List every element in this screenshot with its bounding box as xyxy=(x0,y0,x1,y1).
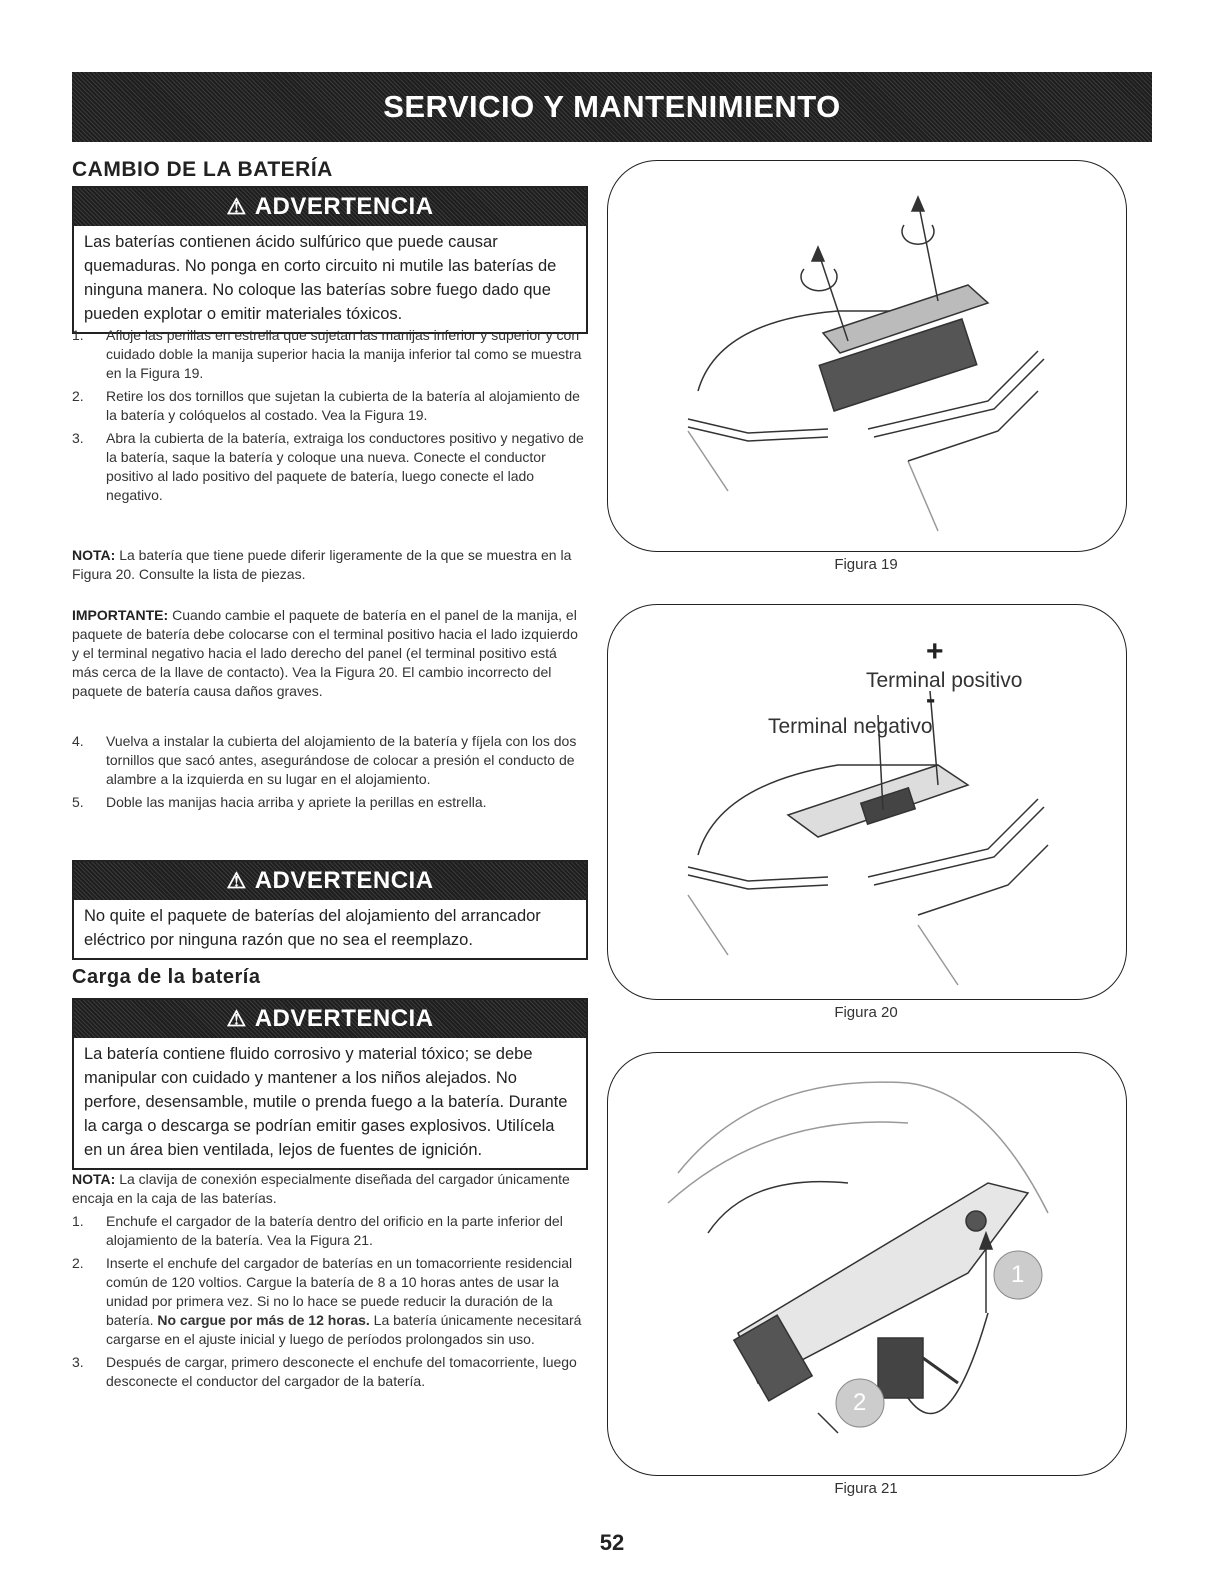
warning-text: Las baterías contienen ácido sulfúrico que puede causar quemaduras. No ponga en corto circuito ni mutile las baterías de ninguna manera. No coloque las baterías sobre fuego dado que pueden explotar o emitir materiales tóxicos. xyxy=(84,233,557,323)
figure-19-illustration xyxy=(608,161,1126,551)
warning-box xyxy=(72,860,588,960)
section-title-battery-change: CAMBIO DE LA BATERÍA xyxy=(72,158,333,181)
figure-19-caption: Figura 19 xyxy=(834,556,898,573)
important-paragraph xyxy=(72,606,586,701)
warning-title: ADVERTENCIA xyxy=(254,1005,434,1032)
list-item: 1. Enchufe el cargador de la batería dentro del orificio en la parte inferior del alojamiento de la batería. Vea la Figura 21. xyxy=(72,1213,563,1248)
callout-1: 1 xyxy=(1011,1261,1025,1288)
note-label: NOTA: xyxy=(72,547,116,563)
warning-title: ADVERTENCIA xyxy=(254,867,434,894)
warning-triangle-icon: ⚠ xyxy=(226,868,247,893)
steps-list xyxy=(72,326,586,509)
list-item: 4. Vuelva a instalar la cubierta del alojamiento de la batería y fíjela con los dos tornillos que sacó antes, asegurándose de colocar a presión el conducto de alambre a la izquierda en su lugar en el alojamiento. xyxy=(72,733,577,787)
list-item: 2. Inserte el enchufe del cargador de baterías en un tomacorriente residencial común de 120 voltios. Cargue la batería de 8 a 10 horas antes de usar la unidad por primera vez. Si no lo hace se puede reducir la duración de la batería. No cargue por más de 12 horas. La batería únicamente necesitará cargarse en el ajuste inicial y luego de períodos prolongados sin uso. xyxy=(72,1255,582,1347)
warning-header xyxy=(74,862,586,900)
warning-box xyxy=(72,186,588,334)
warning-header xyxy=(74,188,586,226)
list-item: 1. Afloje las perillas en estrella que sujetan las manijas inferior y superior y con cuidado doble la manija superior hacia la manija inferior tal como se muestra en la Figura 19. xyxy=(72,327,582,381)
negative-terminal-label: Terminal negativo xyxy=(768,715,933,738)
warning-box xyxy=(72,998,588,1170)
note-paragraph xyxy=(72,1170,586,1208)
figure-20 xyxy=(607,604,1127,1000)
steps-list-continued xyxy=(72,732,586,816)
figure-19 xyxy=(607,160,1127,552)
figure-21 xyxy=(607,1052,1127,1476)
positive-sign: + xyxy=(926,635,944,668)
warning-triangle-icon: ⚠ xyxy=(226,194,247,219)
warning-text: La batería contiene fluido corrosivo y material tóxico; se debe manipular con cuidado y mantener a los niños alejados. No perfore, desensamble, mutile o prenda fuego a la batería. Durante la carga o descarga se podrían emitir gases explosivos. Utilícela en un área bien ventilada, lejos de fuentes de ignición. xyxy=(84,1045,568,1159)
positive-terminal-label: Terminal positivo xyxy=(866,669,1023,692)
callout-2: 2 xyxy=(853,1389,867,1416)
note-text: La batería que tiene puede diferir ligeramente de la que se muestra en la Figura 20. Consulte la lista de piezas. xyxy=(72,547,572,582)
list-item: 3. Después de cargar, primero desconecte el enchufe del tomacorriente, luego desconecte el conductor del cargador de la batería. xyxy=(72,1354,577,1389)
page-number: 52 xyxy=(599,1530,625,1555)
charging-steps-list xyxy=(72,1212,586,1395)
page-banner xyxy=(72,72,1152,142)
note-paragraph xyxy=(72,546,586,584)
important-label: IMPORTANTE: xyxy=(72,607,169,623)
warning-triangle-icon: ⚠ xyxy=(226,1006,247,1031)
figure-20-illustration xyxy=(608,605,1126,999)
warning-text: No quite el paquete de baterías del alojamiento del arrancador eléctrico por ninguna razón que no sea el reemplazo. xyxy=(84,907,541,949)
figure-21-illustration xyxy=(608,1053,1126,1475)
warning-title: ADVERTENCIA xyxy=(254,193,434,220)
section-title-battery-charge: Carga de la batería xyxy=(72,966,261,988)
negative-sign: - xyxy=(926,683,936,714)
list-item: 2. Retire los dos tornillos que sujetan la cubierta de la batería al alojamiento de la batería y colóquelos al costado. Vea la Figura 19. xyxy=(72,388,580,423)
list-item: 3. Abra la cubierta de la batería, extraiga los conductores positivo y negativo de la batería, saque la batería y coloque una nueva. Conecte el conductor positivo al lado positivo del paquete de batería, luego conecte el lado negativo. xyxy=(72,430,584,503)
figure-20-caption: Figura 20 xyxy=(834,1004,898,1021)
figure-21-caption: Figura 21 xyxy=(834,1480,898,1497)
note-text: La clavija de conexión especialmente diseñada del cargador únicamente encaja en la caja de las baterías. xyxy=(72,1171,570,1206)
list-item: 5. Doble las manijas hacia arriba y apriete la perillas en estrella. xyxy=(72,794,487,810)
note-label: NOTA: xyxy=(72,1171,116,1187)
page-banner-title: SERVICIO Y MANTENIMIENTO xyxy=(383,89,841,124)
warning-header xyxy=(74,1000,586,1038)
important-text: Cuando cambie el paquete de batería en el panel de la manija, el paquete de batería debe colocarse con el terminal positivo hacia el lado izquierdo y el terminal negativo hacia el lado derecho del panel (el terminal positivo está más cerca de la llave de contacto). Vea la Figura 20. El cambio incorrecto del paquete de batería causa daños graves. xyxy=(72,607,578,699)
